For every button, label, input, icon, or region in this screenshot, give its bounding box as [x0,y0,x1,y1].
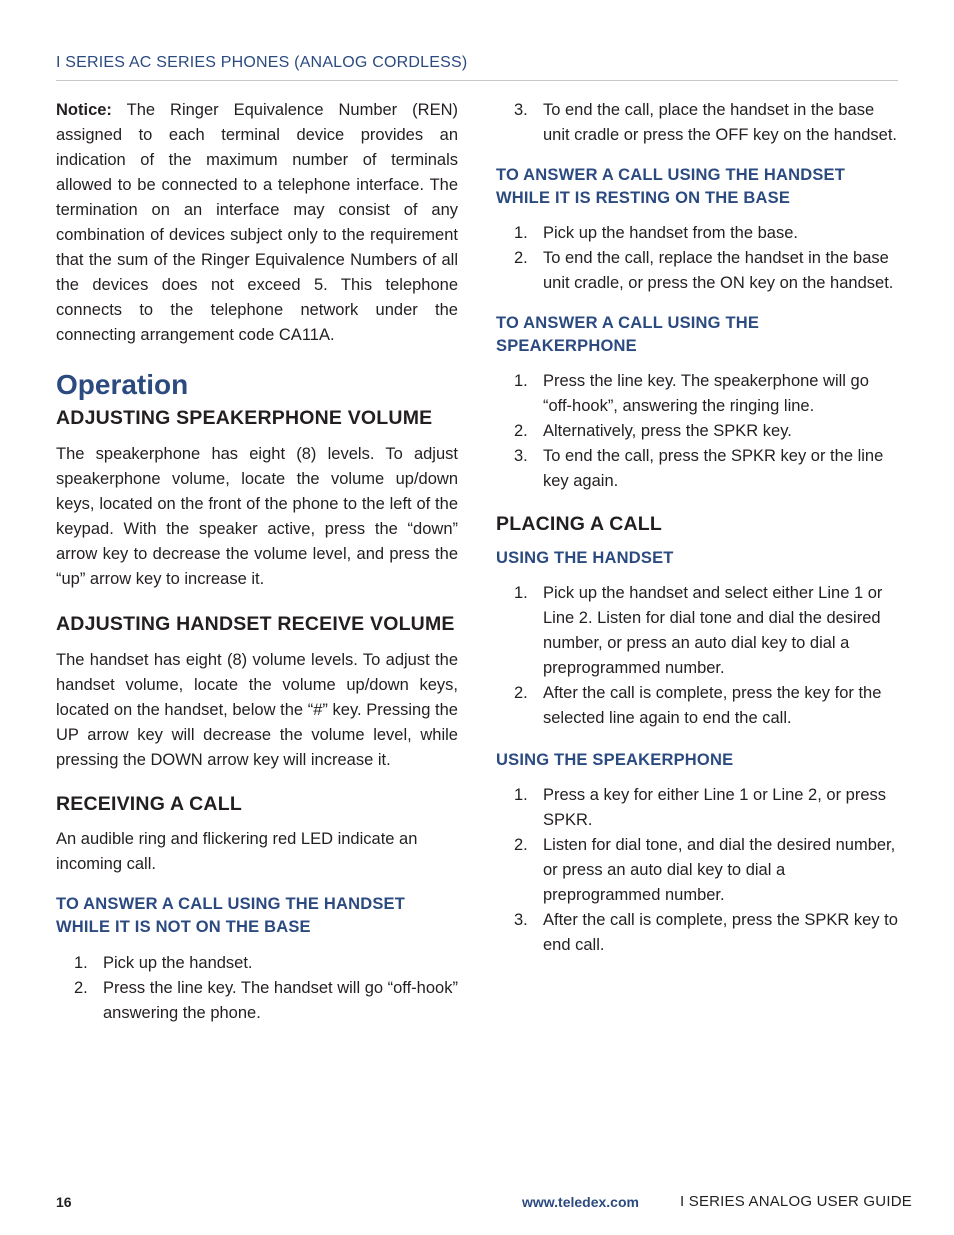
list-text: Press the line key. The handset will go “off-hook” answering the phone. [103,979,458,1022]
answer-on-base-heading: TO ANSWER A CALL USING THE HANDSET WHILE IT IS RESTING ON THE BASE [496,166,846,207]
list-item [496,444,898,494]
list-item [496,833,898,908]
list-text: Press the line key. The speakerphone will go “off-hook”, answering the ringing line. [543,372,869,415]
list-text: After the call is complete, press the key for the selected line again to end the call. [543,684,882,727]
answer-on-base-list [496,221,898,296]
list-number: 3. [514,911,528,929]
list-item [496,369,898,419]
list-text: To end the call, press the SPKR key or the line key again. [543,447,884,490]
list-item [496,246,898,296]
list-number: 1. [514,224,528,242]
list-number: 2. [514,684,528,702]
using-speakerphone-heading: USING THE SPEAKERPHONE [496,751,734,769]
answer-off-base-list-continued [496,98,898,148]
list-item [56,951,458,976]
left-column [56,98,458,1026]
list-item [496,98,898,148]
list-number: 2. [514,836,528,854]
list-number: 2. [74,979,88,997]
handset-volume-heading: ADJUSTING HANDSET RECEIVE VOLUME [56,613,455,635]
answer-off-base-heading: TO ANSWER A CALL USING THE HANDSET WHILE IT IS NOT ON THE BASE [56,895,406,936]
list-item [496,581,898,681]
list-number: 1. [514,372,528,390]
website-link[interactable]: www.teledex.com [522,1194,639,1210]
guide-title: I SERIES ANALOG USER GUIDE [680,1193,912,1210]
notice-paragraph [56,98,458,348]
list-item [56,976,458,1026]
list-item [496,783,898,833]
answer-off-base-list [56,951,458,1026]
speakerphone-volume-text: The speakerphone has eight (8) levels. To adjust speakerphone volume, locate the volume up/down keys, located on the front of the phone to the left of the keypad. With the speaker active, press the “down” arrow key to decrease the volume level, and press the “up” arrow key to increase it. [56,445,458,588]
using-handset-list [496,581,898,731]
list-item [496,681,898,731]
list-number: 2. [514,422,528,440]
list-item [496,908,898,958]
handset-volume-text: The handset has eight (8) volume levels. To adjust the handset volume, locate the volume up/down keys, located on the handset, below the “#” key. Pressing the UP arrow key will decrease the volume level, while pressing the DOWN arrow key will increase it. [56,651,458,769]
using-speakerphone-list [496,783,898,958]
list-text: To end the call, replace the handset in the base unit cradle, or press the ON key on the handset. [543,249,894,292]
list-number: 2. [514,249,528,267]
list-text: Pick up the handset from the base. [543,224,798,242]
list-text: Listen for dial tone, and dial the desired number, or press an auto dial key to dial a preprogrammed number. [543,836,896,904]
list-text: Pick up the handset. [103,954,253,972]
list-text: Pick up the handset and select either Line 1 or Line 2. Listen for dial tone and dial the desired number, or press an auto dial key to dial a preprogrammed number. [543,584,883,677]
list-text: Press a key for either Line 1 or Line 2, or press SPKR. [543,786,887,829]
list-text: To end the call, place the handset in the base unit cradle or press the OFF key on the handset. [543,101,898,144]
page-number: 16 [56,1194,72,1210]
notice-label: Notice: [56,101,112,119]
page-header [56,54,898,81]
speakerphone-volume-heading: ADJUSTING SPEAKERPHONE VOLUME [56,407,433,429]
using-handset-heading: USING THE HANDSET [496,549,674,567]
list-item [496,221,898,246]
header-title: I SERIES AC SERIES PHONES (ANALOG CORDLESS) [56,54,468,71]
operation-title: Operation [56,369,189,400]
answer-speakerphone-heading: TO ANSWER A CALL USING THE SPEAKERPHONE [496,314,760,355]
receiving-call-heading: RECEIVING A CALL [56,793,242,815]
answer-speakerphone-list [496,369,898,494]
list-text: Alternatively, press the SPKR key. [543,422,792,440]
list-number: 1. [514,584,528,602]
list-item [496,419,898,444]
placing-call-heading: PLACING A CALL [496,513,663,535]
list-number: 1. [514,786,528,804]
list-number: 3. [514,447,528,465]
notice-text: The Ringer Equivalence Number (REN) assigned to each terminal device provides an indication of the maximum number of terminals allowed to be connected to a telephone interface. The termination on an interface may consist of any combination of devices subject only to the requirement that the sum of the Ringer Equivalence Numbers of all the devices does not exceed 5. This telephone connects to the telephone network under the connecting arrangement code CA11A. [56,101,458,344]
receiving-call-text: An audible ring and flickering red LED indicate an incoming call. [56,830,418,873]
right-column [496,98,898,958]
list-number: 1. [74,954,88,972]
list-text: After the call is complete, press the SPKR key to end call. [543,911,898,954]
list-number: 3. [514,101,528,119]
